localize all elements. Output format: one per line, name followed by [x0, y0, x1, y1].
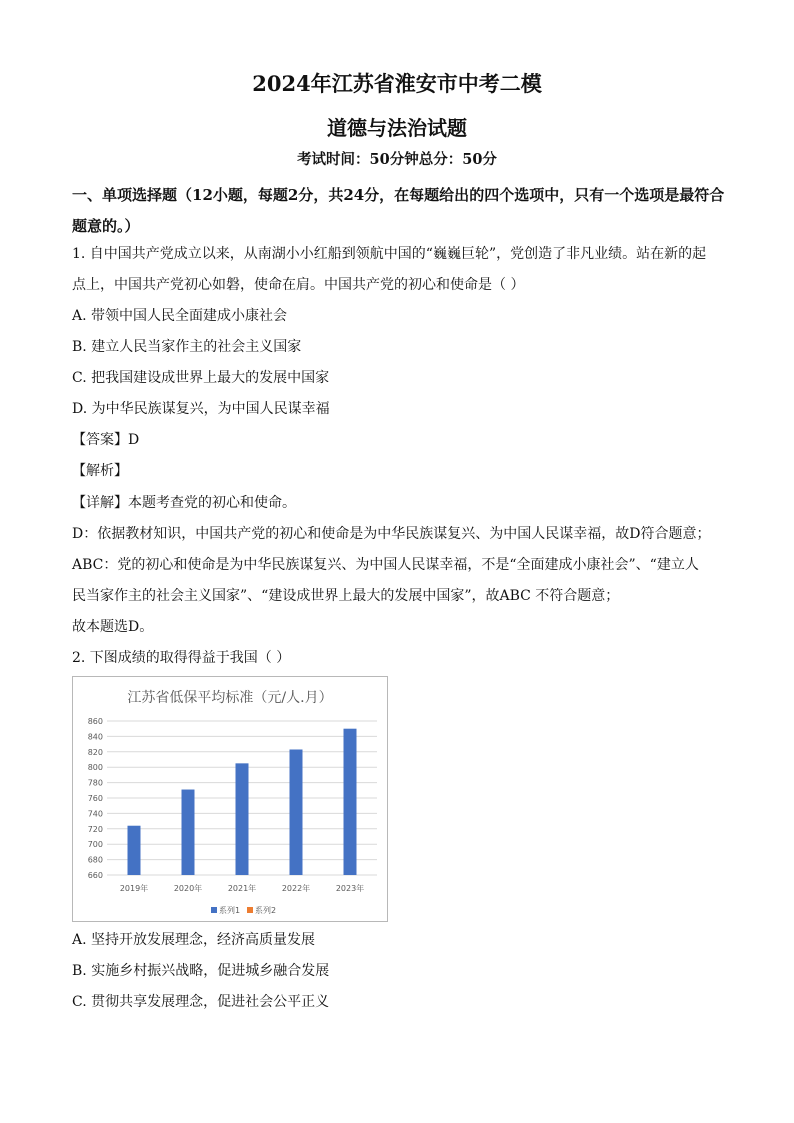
q1-explain-abc-line1: ABC：党的初心和使命是为中华民族谋复兴、为中国人民谋幸福，不是“全面建成小康社会”、“建立人: [72, 557, 699, 573]
bar-chart-svg: [73, 677, 387, 921]
q1-answer: 【答案】D: [72, 432, 140, 448]
q2-option-c: C. 贯彻共享发展理念，促进社会公平正义: [72, 994, 330, 1010]
y-tick-label: 720: [87, 824, 103, 834]
y-tick-label: 840: [87, 732, 103, 742]
q1-explain-abc-line2: 民当家作主的社会主义国家”、“建设成世界上最大的发展中国家”，故ABC 不符合题意；: [72, 588, 620, 604]
q1-conclusion: 故本题选D。: [72, 619, 154, 635]
q1-option-a: A. 带领中国人民全面建成小康社会: [72, 308, 288, 324]
y-tick-label: 760: [87, 794, 103, 803]
y-tick-label: 700: [87, 840, 103, 850]
bar-4: [290, 749, 303, 875]
y-tick-label: 680: [87, 855, 103, 865]
x-tick-label: 2022年: [281, 884, 311, 893]
q1-stem-line1: 1. 自中国共产党成立以来，从南湖小小红船到领航中国的“巍巍巨轮”，党创造了非凡业绩。站在新的起: [72, 246, 707, 262]
x-tick-label: 2020年: [173, 884, 203, 893]
x-tick-label: 2019年: [119, 884, 149, 893]
q1-stem-line2: 点上，中国共产党初心如磐，使命在肩。中国共产党的初心和使命是（ ）: [72, 277, 525, 293]
q2-stem: 2. 下图成绩的取得得益于我国（ ）: [72, 650, 291, 666]
y-tick-label: 740: [87, 809, 103, 819]
y-tick-label: 660: [87, 871, 103, 880]
section-heading: 一、单项选择题（12小题，每题2分，共24分，在每题给出的四个选项中，只有一个选项是最符合题意的。）: [72, 186, 725, 235]
bar-3: [236, 763, 249, 875]
legend-swatch-2: [247, 907, 253, 913]
exam-title: 2024年江苏省淮安市中考二模: [252, 71, 542, 96]
q1-detail: 【详解】本题考查党的初心和使命。: [72, 495, 296, 511]
y-tick-label: 820: [87, 747, 103, 757]
legend-label-1: 系列1: [219, 906, 241, 915]
exam-subtitle: 道德与法治试题: [327, 116, 467, 140]
q2-option-b: B. 实施乡村振兴战略，促进城乡融合发展: [72, 963, 330, 979]
x-tick-label: 2021年: [227, 884, 257, 893]
bar-2: [182, 790, 195, 875]
x-tick-label: 2023年: [335, 884, 365, 893]
bar-5: [344, 729, 357, 875]
legend-swatch-1: [211, 907, 217, 913]
bar-chart: [72, 676, 388, 922]
chart-title: 江苏省低保平均标准（元/人.月）: [127, 690, 333, 706]
q1-analysis-label: 【解析】: [72, 463, 128, 479]
q1-option-b: B. 建立人民当家作主的社会主义国家: [72, 339, 302, 355]
q2-option-a: A. 坚持开放发展理念，经济高质量发展: [72, 932, 316, 948]
y-tick-label: 860: [87, 717, 103, 726]
q1-option-d: D. 为中华民族谋复兴，为中国人民谋幸福: [72, 401, 330, 417]
q1-option-c: C. 把我国建设成世界上最大的发展中国家: [72, 370, 330, 386]
legend-label-2: 系列2: [255, 906, 277, 915]
y-tick-label: 800: [87, 763, 103, 773]
exam-info: 考试时间：50分钟总分：50分: [297, 151, 497, 168]
y-tick-label: 780: [87, 778, 103, 788]
q1-explain-d: D：依据教材知识，中国共产党的初心和使命是为中华民族谋复兴、为中国人民谋幸福，故D符合题意；: [72, 526, 711, 542]
bar-1: [128, 826, 141, 875]
